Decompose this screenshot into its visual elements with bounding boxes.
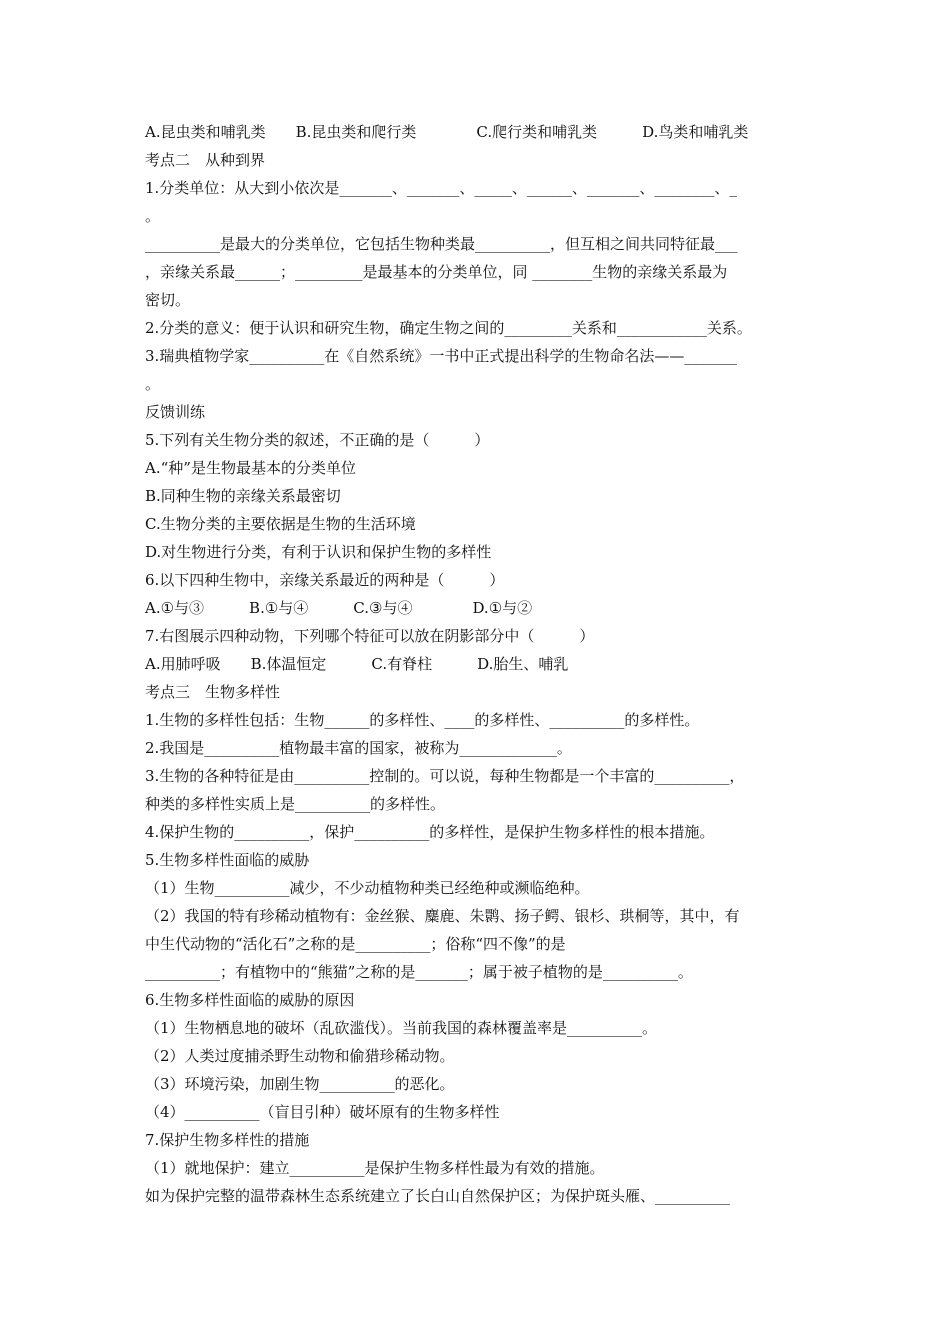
option-c: C.生物分类的主要依据是生物的生活环境 — [145, 515, 416, 533]
option-b: B.同种生物的亲缘关系最密切 — [145, 487, 341, 505]
text-line: 1.分类单位：从大到小依次是_______、_______、_____、______、_______、________、_ — [145, 179, 737, 197]
text-line: 3.瑞典植物学家__________在《自然系统》一书中正式提出科学的生物命名法——_______ — [145, 347, 737, 365]
option-d: D.对生物进行分类，有利于认识和保护生物的多样性 — [145, 543, 492, 561]
subheading: 6.生物多样性面临的威胁的原因 — [145, 991, 355, 1009]
text-line: （4）__________（盲目引种）破坏原有的生物多样性 — [145, 1103, 500, 1121]
text-line: 种类的多样性实质上是__________的多样性。 — [145, 795, 446, 813]
text-line: 密切。 — [145, 291, 191, 309]
text-line: 。 — [145, 207, 161, 225]
text-line: （3）环境污染，加剧生物__________的恶化。 — [145, 1075, 455, 1093]
text-line: 2.分类的意义：便于认识和研究生物，确定生物之间的_________关系和____________关系。 — [145, 319, 752, 337]
text-line: 2.我国是__________植物最丰富的国家，被称为_____________。 — [145, 739, 572, 757]
subheading: 7.保护生物多样性的措施 — [145, 1131, 310, 1149]
text-line: （1）生物__________减少，不少动植物种类已经绝种或濒临绝种。 — [145, 879, 590, 897]
text-line: 1.生物的多样性包括：生物______的多样性、____的多样性、__________的多样性。 — [145, 711, 700, 729]
text-line: 。 — [145, 375, 161, 393]
option-a: A.“种”是生物最基本的分类单位 — [145, 459, 356, 477]
text-line: （1）生物栖息地的破坏（乱砍滥伐）。当前我国的森林覆盖率是__________。 — [145, 1019, 658, 1037]
question-5: 5.下列有关生物分类的叙述，不正确的是（ ） — [145, 431, 490, 449]
question-7: 7.右图展示四种动物，下列哪个特征可以放在阴影部分中（ ） — [145, 627, 595, 645]
section-heading: 考点三 生物多样性 — [145, 683, 281, 701]
text-line: 中生代动物的“活化石”之称的是__________；俗称“四不像”的是 — [145, 935, 566, 953]
text-line: A.昆虫类和哺乳类 B.昆虫类和爬行类 C.爬行类和哺乳类 D.鸟类和哺乳类 — [145, 123, 749, 141]
subheading: 5.生物多样性面临的威胁 — [145, 851, 310, 869]
text-line: ，亲缘关系最______；_________是最基本的分类单位，同 ________生物的亲缘关系最为 — [145, 263, 728, 281]
text-line: （2）我国的特有珍稀动植物有：金丝猴、麋鹿、朱鹮、扬子鳄、银杉、珙桐等，其中，有 — [145, 907, 740, 925]
text-line: __________；有植物中的“熊猫”之称的是_______；属于被子植物的是__________。 — [145, 963, 693, 981]
section-heading: 考点二 从种到界 — [145, 151, 266, 169]
text-line: __________是最大的分类单位，它包括生物种类最__________，但互相之间共同特征最___ — [145, 235, 738, 253]
options-row: A.用肺呼吸 B.体温恒定 C.有脊柱 D.胎生、哺乳 — [145, 655, 569, 673]
text-line: （1）就地保护：建立__________是保护生物多样性最为有效的措施。 — [145, 1159, 605, 1177]
document-page — [145, 118, 815, 1210]
text-line: 如为保护完整的温带森林生态系统建立了长白山自然保护区；为保护斑头雁、__________ — [145, 1187, 731, 1205]
section-heading: 反馈训练 — [145, 403, 206, 421]
text-line: 3.生物的各种特征是由__________控制的。可以说，每种生物都是一个丰富的__________， — [145, 767, 745, 785]
text-line: 4.保护生物的__________，保护__________的多样性，是保护生物多样性的根本措施。 — [145, 823, 715, 841]
options-row: A.①与③ B.①与④ C.③与④ D.①与② — [145, 599, 533, 617]
text-line: （2）人类过度捕杀野生动物和偷猎珍稀动物。 — [145, 1047, 455, 1065]
question-6: 6.以下四种生物中，亲缘关系最近的两种是（ ） — [145, 571, 505, 589]
